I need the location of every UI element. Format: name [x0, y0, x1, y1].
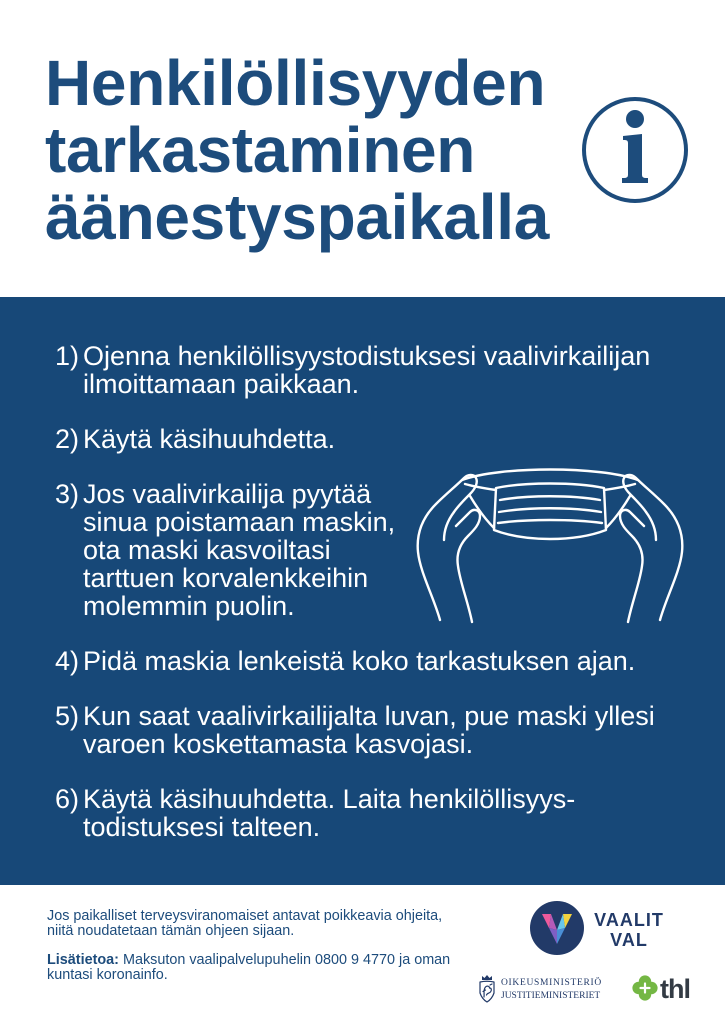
step-text [83, 785, 575, 841]
lion-crest-icon [477, 974, 497, 1004]
title-line: tarkastaminen [45, 114, 476, 186]
step-number: 5) [55, 701, 80, 731]
instruction-step-2 [55, 425, 655, 453]
step-text [83, 425, 335, 453]
mask-pleat [498, 520, 602, 523]
ear-loop-top [462, 470, 638, 481]
more-info-label: Lisätietoa: [47, 952, 119, 968]
more-info-line: kuntasi koronainfo. [47, 967, 168, 983]
hands-holding-mask-icon [410, 460, 690, 625]
step-number: 6) [55, 784, 80, 814]
ministry-logo-text [501, 977, 602, 1002]
step-text-line: varoen koskettamasta kasvojasi. [83, 729, 474, 759]
thl-logo-text: thl [660, 974, 690, 1004]
title-line: äänestyspaikalla [45, 181, 549, 253]
mask-pleat [499, 508, 601, 512]
notice-line: Jos paikalliset terveysviranomaiset antavat poikkeavia ohjeita, [47, 908, 443, 924]
page-title [45, 47, 549, 253]
step-text-line: Pidä maskia lenkeistä koko tarkastuksen ajan. [83, 646, 636, 676]
hand-outline [623, 475, 682, 620]
step-text-line: Käytä käsihuuhdetta. [83, 424, 336, 454]
ear-loop [606, 496, 630, 528]
step-text-line: tarttuen korvalenkkeihin [83, 563, 369, 593]
step-text-line: Käytä käsihuuhdetta. Laita henkilöllisyys- [83, 784, 576, 814]
instruction-step-4 [55, 647, 655, 675]
ministry-name-sv: JUSTITIEMINISTERIET [501, 990, 601, 1001]
finger-line [646, 512, 656, 540]
info-icon [580, 95, 690, 205]
mask-pleat [500, 496, 600, 500]
step-text-line: ilmoittamaan paikkaan. [83, 369, 360, 399]
step-text-line: Ojenna henkilöllisyystodistuksesi vaalivirkailijan [83, 341, 651, 371]
hand-outline [418, 475, 477, 620]
step-text-line: Jos vaalivirkailija pyytää [83, 479, 372, 509]
title-line: Henkilöllisyyden [45, 47, 546, 119]
vaalit-logo-text [588, 910, 670, 950]
instruction-step-1 [55, 342, 655, 398]
step-text [83, 480, 395, 620]
step-text-line: ota maski kasvoiltasi [83, 535, 331, 565]
step-number: 1) [55, 341, 80, 371]
poster-footer [0, 885, 725, 1024]
instructions-panel [0, 297, 725, 885]
ear-loop [465, 484, 496, 490]
step-text-line: sinua poistamaan maskin, [83, 507, 396, 537]
instruction-step-5 [55, 702, 655, 758]
vaalit-logo-line: VAALIT [594, 910, 664, 930]
ear-loop [604, 484, 635, 490]
vaalit-v-logo-icon [529, 900, 585, 956]
vaalit-logo-line: VAL [610, 930, 648, 950]
right-hand [604, 475, 682, 622]
thl-clover-icon [632, 975, 658, 1001]
ministry-name-fi: OIKEUSMINISTERIÖ [501, 978, 602, 988]
ear-loop [470, 496, 494, 528]
step-number: 2) [55, 424, 80, 454]
step-text [83, 647, 635, 675]
hand-inner [620, 510, 644, 622]
more-info-line [47, 953, 450, 968]
more-info [47, 953, 450, 983]
finger-line [444, 512, 454, 540]
hand-inner [456, 510, 480, 622]
instruction-step-6 [55, 785, 655, 841]
notice-line: niitä noudatetaan tämän ohjeen sijaan. [47, 923, 295, 939]
health-authority-notice [47, 909, 442, 939]
step-text-line: Kun saat vaalivirkailijalta luvan, pue maski yllesi [83, 701, 655, 731]
step-number: 3) [55, 479, 80, 509]
left-hand [418, 475, 496, 622]
more-info-text: Maksuton vaalipalvelupuhelin 0800 9 4770 ja oman [122, 952, 451, 968]
step-text-line: molemmin puolin. [83, 591, 295, 621]
step-number: 4) [55, 646, 80, 676]
step-text-line: todistuksesi talteen. [83, 812, 321, 842]
step-text [83, 702, 655, 758]
step-text [83, 342, 650, 398]
